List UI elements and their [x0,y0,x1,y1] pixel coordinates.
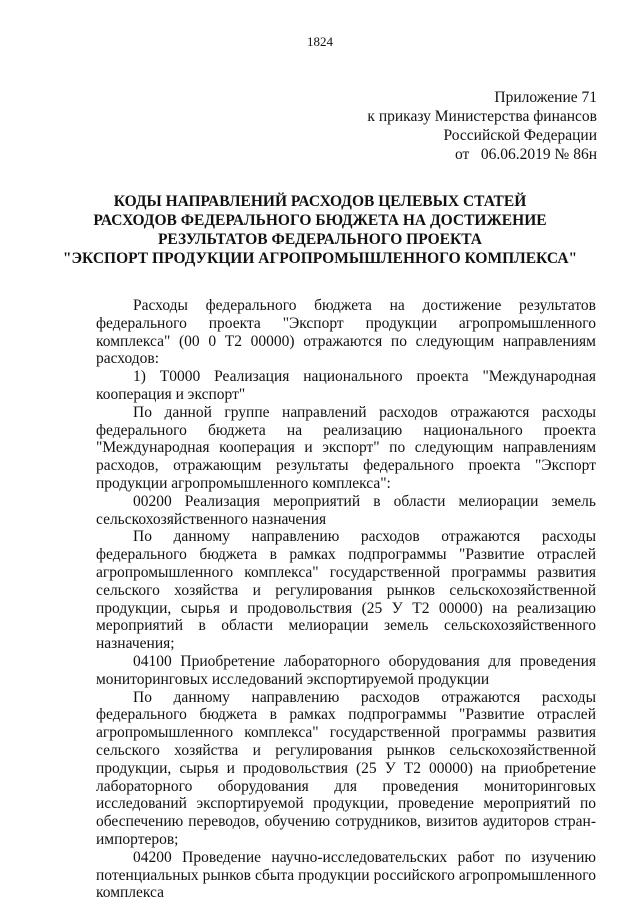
appendix-line: к приказу Министерства финансов [367,108,597,125]
paragraph: 04200 Проведение научно-исследовательских работ по изучению потенциальных рынков сбыта продукции российского агропромышленного комплекса [96,848,596,902]
paragraph: По данной группе направлений расходов отражаются расходы федерального бюджета на реализацию национального проекта "Международная кооперация и экспорт" по следующим направлениям расходов, отражающим результаты федерального проекта "Экспорт продукции агропромышленного комплекса": [96,403,596,492]
paragraph: Расходы федерального бюджета на достижение результатов федерального проекта "Экспорт продукции агропромышленного комплекса" (00 0 Т2 00000) отражаются по следующим направлениям расходов: [96,297,596,368]
appendix-line: Российской Федерации [443,127,597,144]
paragraph: По данному направлению расходов отражаются расходы федерального бюджета в рамках подпрограммы "Развитие отраслей агропромышленного комплекса" государственной программы развития сельского хозяйства и регулирования рынков сельскохозяйственной продукции, сырья и продовольствия (25 У Т2 00000) на приобретение лабораторного оборудования для проведения мониторинговых исследований экспортируемой продукции, проведение мероприятий по обеспечению переводов, обучению сотрудников, визитов аудиторов стран-импортеров; [96,688,596,848]
appendix-line: от 06.06.2019 № 86н [454,146,597,163]
paragraph: По данному направлению расходов отражаются расходы федерального бюджета в рамках подпрограммы "Развитие отраслей агропромышленного комплекса" государственной программы развития сельского хозяйства и регулирования рынков сельскохозяйственной продукции, сырья и продовольствия (25 У Т2 00000) на реализацию мероприятий в области мелиорации земель сельскохозяйственного назначения; [96,528,596,653]
appendix-header [367,88,597,164]
title-line: КОДЫ НАПРАВЛЕНИЙ РАСХОДОВ ЦЕЛЕВЫХ СТАТЕЙ [113,193,527,210]
appendix-line: Приложение 71 [494,89,597,106]
page-number: 1824 [307,34,333,49]
document-title [40,192,600,268]
document-body [96,297,596,902]
paragraph: 00200 Реализация мероприятий в области мелиорации земель сельскохозяйственного назначения [96,492,596,528]
paragraph: 04100 Приобретение лабораторного оборудования для проведения мониторинговых исследований экспортируемой продукции [96,652,596,688]
paragraph: 1) Т0000 Реализация национального проекта "Международная кооперация и экспорт" [96,368,596,403]
title-line: РЕЗУЛЬТАТОВ ФЕДЕРАЛЬНОГО ПРОЕКТА [157,231,483,248]
title-line: РАСХОДОВ ФЕДЕРАЛЬНОГО БЮДЖЕТА НА ДОСТИЖЕНИЕ [93,212,547,229]
title-line: "ЭКСПОРТ ПРОДУКЦИИ АГРОПРОМЫШЛЕННОГО КОМПЛЕКСА" [62,250,578,267]
